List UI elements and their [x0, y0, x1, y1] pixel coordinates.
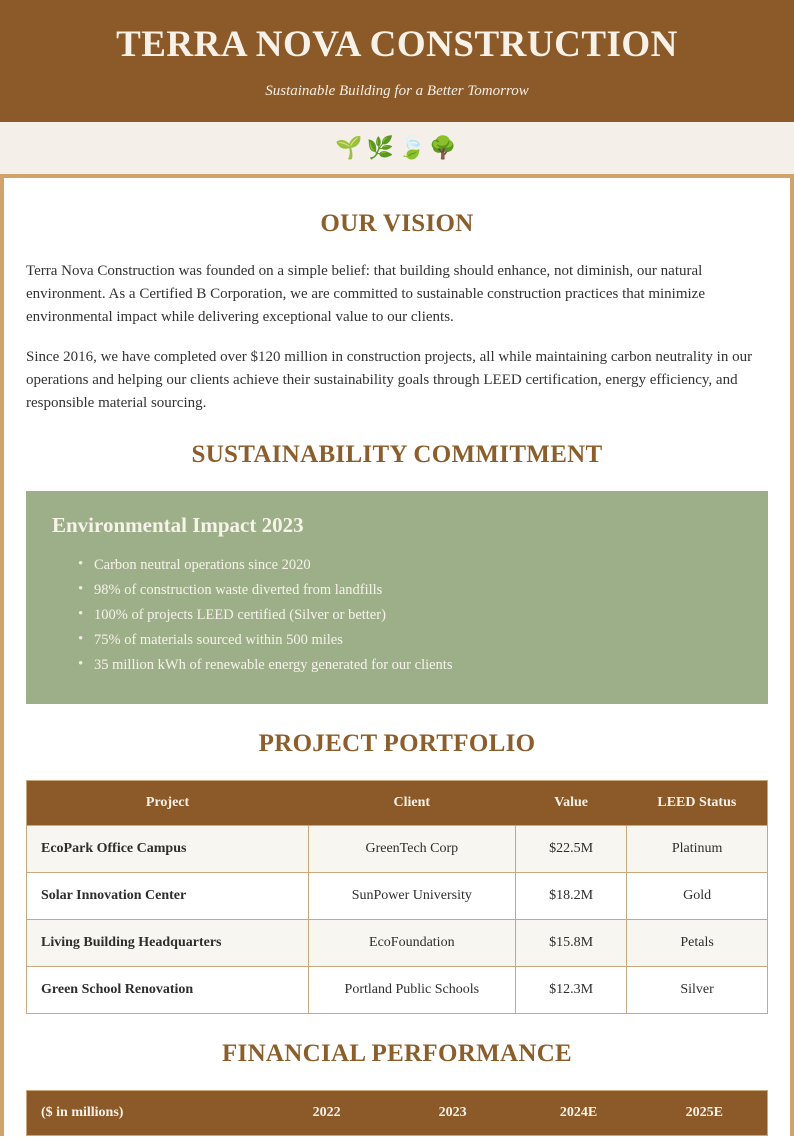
section-heading-financial: FINANCIAL PERFORMANCE: [221, 1039, 573, 1067]
vision-paragraph-1: Terra Nova Construction was founded on a simple belief: that building should enhance, not diminish, our natural environment. As a Certified B Corporation, we are committed to sustainable construction practices that minimize environmental impact while delivering exceptional value to our clients.: [26, 262, 705, 326]
cell-project: Green School Renovation: [27, 966, 309, 1013]
list-item: • 35 million kWh of renewable energy generated for our clients: [78, 654, 742, 676]
eco-icon-band: [0, 122, 794, 174]
column-header-project: Project: [27, 780, 309, 825]
list-item: • Carbon neutral operations since 2020: [78, 554, 742, 576]
sustainability-bullet-list: [52, 554, 742, 676]
column-header-value: Value: [516, 780, 627, 825]
company-title: TERRA NOVA CONSTRUCTION: [116, 24, 678, 65]
table-header: [27, 1090, 768, 1135]
column-header-2024e: 2024E: [516, 1090, 642, 1135]
list-item: • 100% of projects LEED certified (Silver or better): [78, 604, 742, 626]
cell-client: SunPower University: [308, 872, 515, 919]
cell-project: Living Building Headquarters: [27, 919, 309, 966]
company-tagline: Sustainable Building for a Better Tomorrow: [265, 82, 529, 99]
cell-value: $15.8M: [516, 919, 627, 966]
cell-leed-status: Gold: [627, 872, 768, 919]
cell-value: $12.3M: [516, 966, 627, 1013]
eco-icon-row: [0, 135, 794, 161]
column-header-2022: 2022: [264, 1090, 390, 1135]
leaf-fluttering-icon: 🍃: [398, 135, 428, 161]
table-row: [27, 872, 768, 919]
main-content-frame: [0, 174, 794, 1136]
cell-leed-status: Platinum: [627, 825, 768, 872]
column-header-2023: 2023: [390, 1090, 516, 1135]
section-heading-portfolio: PROJECT PORTFOLIO: [258, 729, 536, 757]
cell-project: Solar Innovation Center: [27, 872, 309, 919]
herb-icon: 🌿: [366, 135, 396, 161]
project-portfolio-table: [26, 780, 768, 1014]
column-header-leed-status: LEED Status: [627, 780, 768, 825]
table-row: [27, 919, 768, 966]
financial-performance-table: [26, 1090, 768, 1136]
cell-leed-status: Silver: [627, 966, 768, 1013]
section-heading-sustainability: SUSTAINABILITY COMMITMENT: [191, 441, 603, 469]
table-header-row: [27, 780, 768, 825]
vision-paragraph-2: Since 2016, we have completed over $120 million in construction projects, all while maintaining carbon neutrality in our operations and helping our clients achieve their sustainability goals through LEED certification, energy efficiency, and responsible material sourcing.: [26, 348, 753, 412]
table-row: [27, 966, 768, 1013]
column-header-units: ($ in millions): [27, 1090, 264, 1135]
cell-client: EcoFoundation: [308, 919, 515, 966]
column-header-client: Client: [308, 780, 515, 825]
section-heading-vision: OUR VISION: [320, 209, 474, 237]
masthead: [0, 0, 794, 122]
table-row: [27, 825, 768, 872]
cell-client: GreenTech Corp: [308, 825, 515, 872]
content-inner: [4, 210, 790, 1136]
list-item: • 75% of materials sourced within 500 miles: [78, 629, 742, 651]
deciduous-tree-icon: 🌳: [429, 135, 459, 161]
cell-project: EcoPark Office Campus: [27, 825, 309, 872]
column-header-2025e: 2025E: [642, 1090, 768, 1135]
table-header-row: [27, 1090, 768, 1135]
table-body: [27, 825, 768, 1013]
cell-value: $18.2M: [516, 872, 627, 919]
table-header: [27, 780, 768, 825]
list-item: • 98% of construction waste diverted from landfills: [78, 579, 742, 601]
callout-title: Environmental Impact 2023: [52, 513, 304, 538]
cell-value: $22.5M: [516, 825, 627, 872]
cell-client: Portland Public Schools: [308, 966, 515, 1013]
seedling-icon: 🌱: [335, 135, 365, 161]
environmental-impact-callout: [26, 491, 768, 703]
cell-leed-status: Petals: [627, 919, 768, 966]
